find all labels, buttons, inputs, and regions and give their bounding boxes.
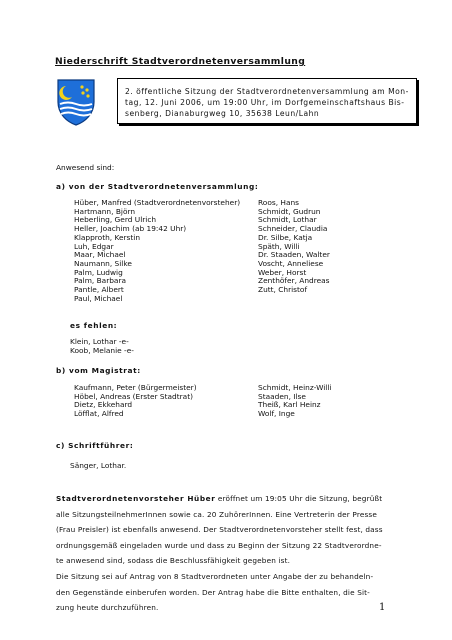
paragraph-text: eröffnet um 19:05 Uhr die Sitzung, begrüßt: [215, 494, 383, 503]
section-b-heading: b) vom Magistrat:: [56, 366, 141, 375]
attendee-name: Luh, Edgar: [74, 241, 114, 251]
paragraph-line: te anwesend sind, sodass die Beschlussfähigkeit gegeben ist.: [56, 556, 291, 566]
attendee-name: Hartmann, Björn: [74, 206, 136, 216]
missing-list: [70, 338, 134, 355]
magistrate-name: Dietz, Ekkehard: [74, 400, 133, 410]
section-a-left-list: [74, 199, 240, 303]
attendee-name: Schneider, Claudia: [258, 224, 328, 234]
attendee-name: Dr. Staaden, Walter: [258, 250, 330, 260]
magistrate-name: Höbel, Andreas (Erster Stadtrat): [74, 391, 193, 401]
absent-name: Klein, Lothar -e-: [70, 337, 129, 346]
paragraph-line: (Frau Preisler) ist ebenfalls anwesend. Der Stadtverordnetenvorsteher stellt fest, dass: [56, 525, 383, 535]
attendee-name: Paul, Michael: [74, 293, 123, 303]
paragraph-line: Die Sitzung sei auf Antrag von 8 Stadtverordneten unter Angabe der zu behandeln-: [56, 571, 374, 581]
paragraph-line: zung heute durchzuführen.: [56, 603, 159, 613]
section-b-left-list: [74, 384, 197, 419]
attendee-name: Zutt, Christof: [258, 285, 308, 295]
paragraph-line: [56, 491, 396, 507]
magistrate-name: Schmidt, Heinz-Willi: [258, 383, 332, 392]
section-b-right-list: [258, 384, 331, 419]
attendee-name: Zenthöfer, Andreas: [258, 276, 330, 286]
present-label: Anwesend sind:: [56, 163, 115, 172]
coat-of-arms-icon: [56, 78, 96, 126]
recorder-name: Sänger, Lothar.: [70, 461, 127, 470]
session-info-line: 2. öffentliche Sitzung der Stadtverordnetenversammlung am Mon-: [125, 87, 409, 96]
magistrate-name: Theiß, Karl Heinz: [258, 400, 321, 410]
magistrate-name: Kaufmann, Peter (Bürgermeister): [74, 383, 197, 392]
magistrate-name: Löfflat, Alfred: [74, 409, 124, 419]
attendee-name: Hüber, Manfred (Stadtverordnetenvorsteher): [74, 198, 241, 207]
attendee-name: Dr. Silbe, Katja: [258, 232, 313, 242]
magistrate-name: Staaden, Ilse: [258, 391, 306, 401]
attendee-name: Maar, Michael: [74, 250, 126, 260]
attendee-name: Schmidt, Gudrun: [258, 206, 321, 216]
attendee-name: Weber, Horst: [258, 267, 307, 277]
attendee-name: Palm, Barbara: [74, 276, 127, 286]
paragraph-line: ordnungsgemäß eingeladen wurde und dass zu Beginn der Sitzung 22 Stadtverordne-: [56, 540, 382, 550]
section-c-heading: c) Schriftführer:: [56, 441, 134, 450]
chairman-name: Stadtverordnetenvorsteher Hüber: [56, 494, 216, 503]
session-info-line: tag, 12. Juni 2006, um 19:00 Uhr, im Dorfgemeinschaftshaus Bis-: [125, 98, 405, 107]
document-title: Niederschrift Stadtverordnetenversammlung: [55, 56, 306, 67]
section-a-heading: a) von der Stadtverordnetenversammlung:: [56, 182, 259, 191]
attendee-name: Schmidt, Lothar: [258, 215, 317, 225]
attendee-name: Roos, Hans: [258, 198, 300, 207]
section-a-right-list: [258, 199, 330, 295]
attendee-name: Späth, Willi: [258, 241, 300, 251]
attendee-name: Voscht, Anneliese: [258, 258, 324, 268]
attendee-name: Pantle, Albert: [74, 285, 124, 295]
session-info-box: [117, 78, 417, 124]
attendee-name: Klapproth, Kerstin: [74, 232, 141, 242]
attendee-name: Palm, Ludwig: [74, 267, 123, 277]
attendee-name: Heberling, Gerd Ulrich: [74, 215, 157, 225]
page-number: 1: [379, 602, 386, 613]
attendee-name: Naumann, Silke: [74, 258, 132, 268]
session-info-line: senberg, Dianaburgweg 10, 35638 Leun/Lahn: [125, 109, 320, 118]
missing-heading: es fehlen:: [70, 321, 118, 330]
paragraph-line: alle SitzungsteilnehmerInnen sowie ca. 20 ZuhörerInnen. Eine Vertreterin der Presse: [56, 509, 378, 519]
opening-paragraph: [56, 491, 396, 616]
paragraph-line: den Gegenstände einberufen worden. Der Antrag habe die Bitte enthalten, die Sit-: [56, 587, 370, 597]
attendee-name: Heller, Joachim (ab 19:42 Uhr): [74, 224, 187, 234]
absent-name: Koob, Melanie -e-: [70, 345, 134, 355]
magistrate-name: Wolf, Inge: [258, 409, 295, 419]
